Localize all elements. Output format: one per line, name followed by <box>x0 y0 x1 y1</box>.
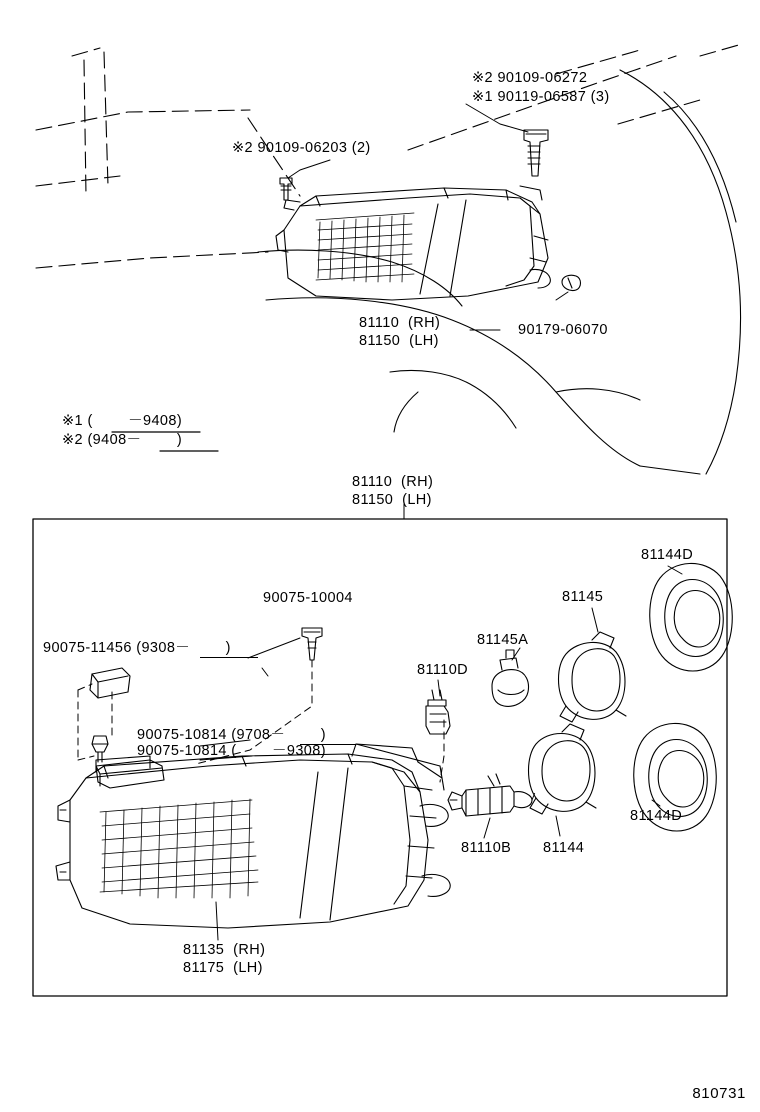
callout-81145: 81145 <box>562 589 604 605</box>
callout-81145A: 81145A <box>477 632 529 648</box>
part-81110B-bulb <box>448 774 532 816</box>
upper-leader-lines <box>288 104 568 330</box>
part-81110D-bulb <box>426 690 450 734</box>
part-81144-ring <box>529 724 597 814</box>
callout-90109-06203: ※2 90109-06203 (2) <box>232 140 371 156</box>
callout-81110D: 81110D <box>417 662 469 678</box>
callout-90075-10814-9308: 90075-10814 ( －9308) <box>137 743 326 759</box>
section-heading-81110-rh: 81110 (RH) <box>352 474 434 490</box>
part-label-81135-rh: 81135 (RH) <box>183 942 266 958</box>
note-ref-1: ※1 ( －9408) <box>62 413 183 429</box>
lower-lens-grid <box>100 799 258 898</box>
callout-90075-10004: 90075-10004 <box>263 590 353 606</box>
callout-90075-11456: 90075-11456 (9308－ ) <box>43 640 231 656</box>
note-ref-2: ※2 (9408－ ) <box>62 432 183 448</box>
callout-81144D-top: 81144D <box>641 547 694 563</box>
callout-81144: 81144 <box>543 840 585 856</box>
part-90075-10004-screw <box>302 628 322 660</box>
section-heading-81150-lh: 81150 (LH) <box>352 492 432 508</box>
diagram-sheet-code: 810731 <box>692 1085 746 1102</box>
part-81145A-socket <box>492 650 529 706</box>
callout-90075-10814-9708: 90075-10814 (9708－ ) <box>137 727 326 743</box>
part-81144D-seal-top <box>650 563 733 671</box>
part-label-81110-rh: 81110 (RH) <box>359 315 441 331</box>
callout-81110B: 81110B <box>461 840 512 856</box>
body-phantom-lines <box>36 44 742 268</box>
part-label-81175-lh: 81175 (LH) <box>183 960 263 976</box>
upper-headlamp-unit <box>276 186 550 300</box>
part-81145-ring <box>559 632 627 722</box>
upper-lens-grid <box>316 213 414 282</box>
callout-90109-06272: ※2 90109-06272 <box>472 70 588 86</box>
callout-90119-06587: ※1 90119-06587 (3) <box>472 89 610 105</box>
part-90075-11456-clip <box>90 668 130 698</box>
callout-90075-11456-underline <box>200 657 258 658</box>
callout-90179-06070: 90179-06070 <box>518 322 608 338</box>
part-label-81150-lh: 81150 (LH) <box>359 333 439 349</box>
callout-81144D-bottom: 81144D <box>630 808 683 824</box>
lower-headlamp-unit <box>56 744 450 928</box>
